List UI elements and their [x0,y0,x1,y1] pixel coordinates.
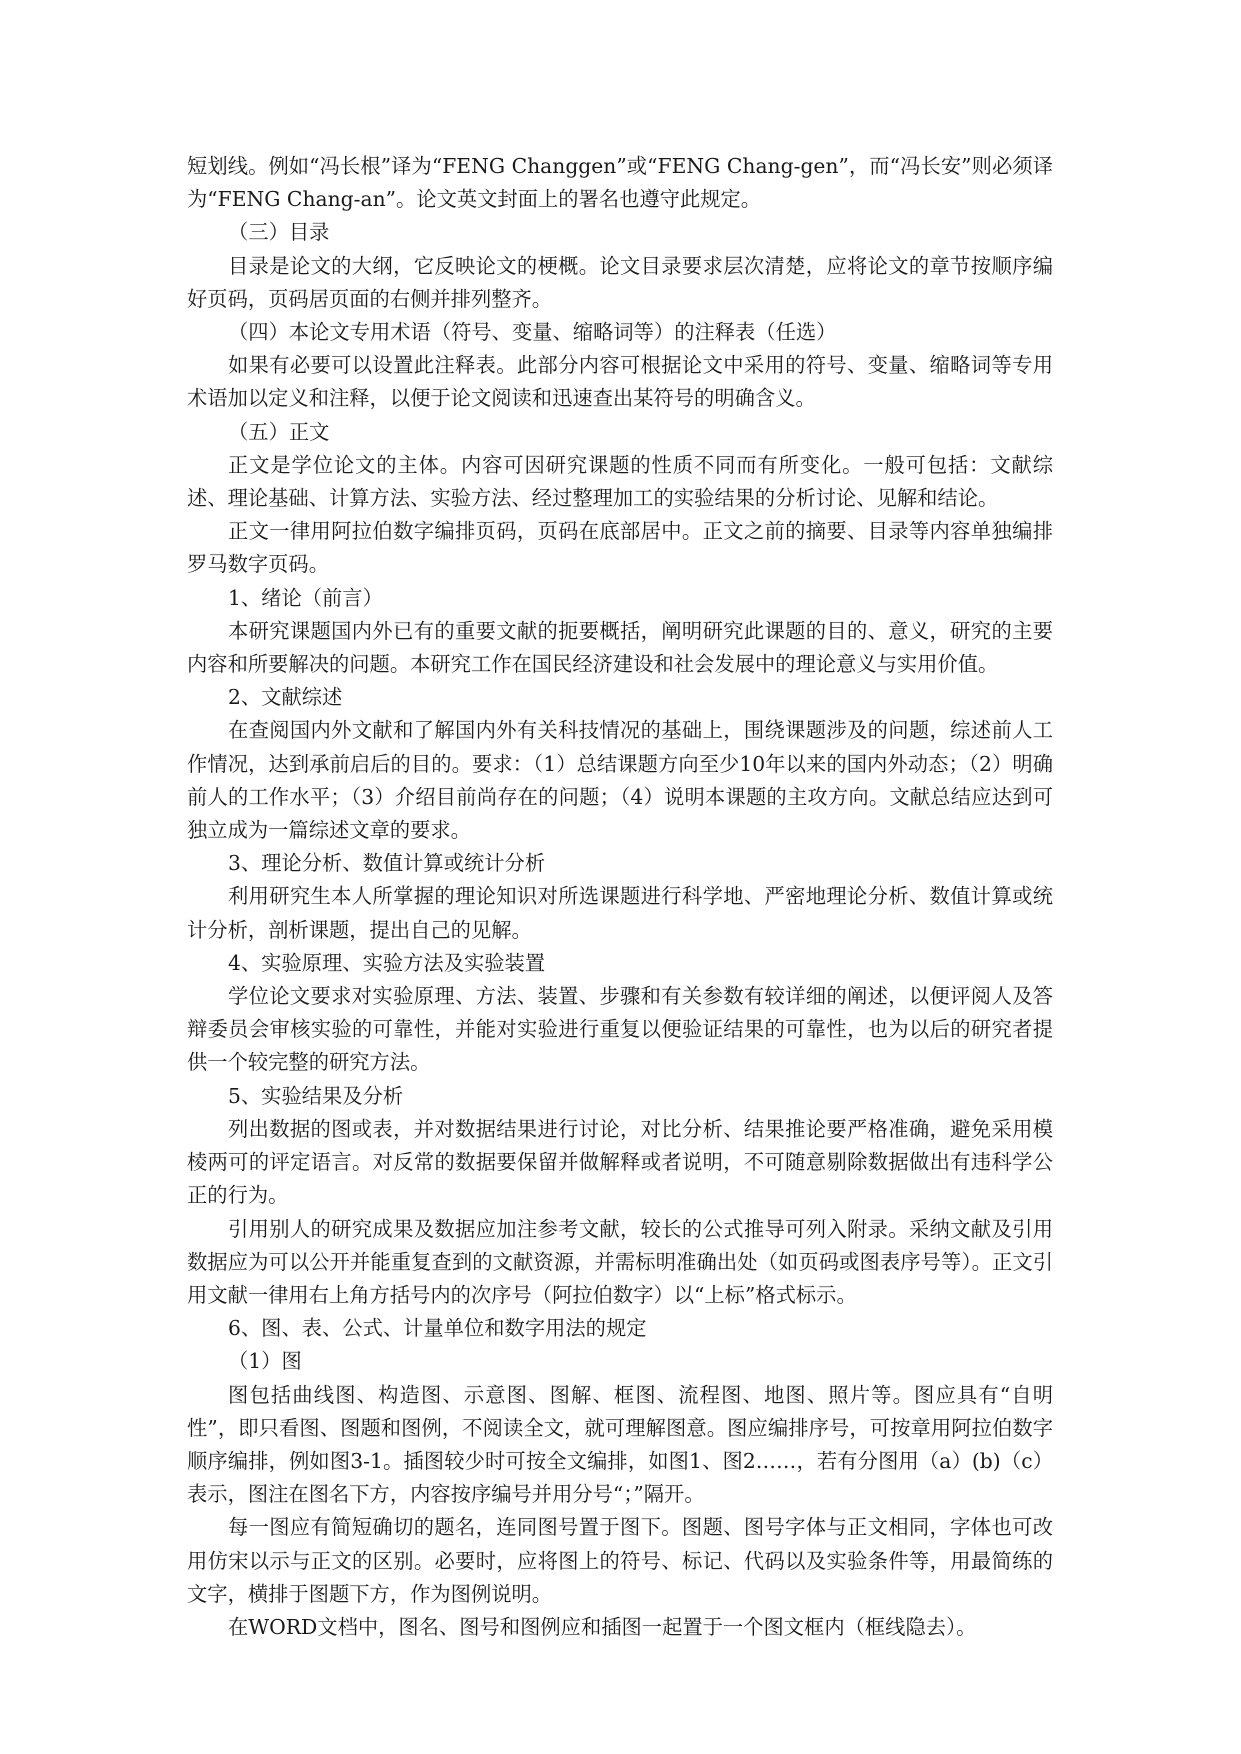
paragraph: 在查阅国内外文献和了解国内外有关科技情况的基础上，围绕课题涉及的问题，综述前人工作情况，达到承前启后的目的。要求：（1）总结课题方向至少10年以来的国内外动态；（2）明确前人的工作水平；（3）介绍目前尚存在的问题；（4）说明本课题的主攻方向。文献总结应达到可独立成为一篇综述文章的要求。 [187,718,1053,843]
paragraph: 引用别人的研究成果及数据应加注参考文献，较长的公式推导可列入附录。采纳文献及引用数据应为可以公开并能重复查到的文献资源，并需标明准确出处（如页码或图表序号等）。正文引用文献一律用右上角方括号内的次序号（阿拉伯数字）以“上标”格式标示。 [187,1216,1053,1307]
subsection-heading-literature-review: 2、文献综述 [228,685,343,710]
subsection-heading-theory: 3、理论分析、数值计算或统计分析 [228,851,546,876]
paragraph: 在WORD文档中，图名、图号和图例应和插图一起置于一个图文框内（框线隐去）。 [228,1614,977,1639]
paragraph: 正文一律用阿拉伯数字编排页码，页码在底部居中。正文之前的摘要、目录等内容单独编排罗马数字页码。 [187,519,1053,577]
paragraph: 正文是学位论文的主体。内容可因研究课题的性质不同而有所变化。一般可包括：文献综述、理论基础、计算方法、实验方法、经过整理加工的实验结果的分析讨论、见解和结论。 [187,452,1053,511]
subsection-heading-results: 5、实验结果及分析 [228,1083,404,1108]
paragraph: 目录是论文的大纲，它反映论文的梗概。论文目录要求层次清楚，应将论文的章节按顺序编好页码，页码居页面的右侧并排列整齐。 [187,253,1053,311]
paragraph: 列出数据的图或表，并对数据结果进行讨论，对比分析、结果推论要严格准确，避免采用模棱两可的评定语言。对反常的数据要保留并做解释或者说明，不可随意剔除数据做出有违科学公正的行为。 [187,1116,1053,1208]
section-heading-toc: （三）目录 [228,220,330,245]
subsection-heading-experiment: 4、实验原理、实验方法及实验装置 [228,950,546,975]
subsection-heading-introduction: 1、绪论（前言） [228,585,383,610]
section-heading-body: （五）正文 [228,419,330,444]
paragraph: 图包括曲线图、构造图、示意图、图解、框图、流程图、地图、照片等。图应具有“自明性”，即只看图、图题和图例，不阅读全文，就可理解图意。图应编排序号，可按章用阿拉伯数字顺序编排，例如图3-1。插图较少时可按全文编排，如图1、图2……，若有分图用（a）(b)（c）表示，图注在图名下方，内容按序编号并用分号“；”隔开。 [187,1382,1053,1507]
subsection-heading-figures-tables: 6、图、表、公式、计量单位和数字用法的规定 [228,1316,647,1341]
paragraph: 本研究课题国内外已有的重要文献的扼要概括，阐明研究此课题的目的、意义，研究的主要内容和所要解决的问题。本研究工作在国民经济建设和社会发展中的理论意义与实用价值。 [187,618,1053,677]
document-page [187,150,1053,1644]
paragraph: 每一图应有简短确切的题名，连同图号置于图下。图题、图号字体与正文相同，字体也可改用仿宋以示与正文的区别。必要时，应将图上的符号、标记、代码以及实验条件等，用最简练的文字，横排于图题下方，作为图例说明。 [187,1515,1053,1606]
section-heading-glossary: （四）本论文专用术语（符号、变量、缩略词等）的注释表（任选） [228,320,837,345]
subsection-heading-figures: （1）图 [228,1349,302,1374]
paragraph: 短划线。例如“冯长根”译为“FENG Changgen”或“FENG Chang-gen”，而“冯长安”则必须译为“FENG Chang-an”。论文英文封面上的署名也遵守此规定。 [187,154,1053,212]
paragraph: 利用研究生本人所掌握的理论知识对所选课题进行科学地、严密地理论分析、数值计算或统计分析，剖析课题，提出自己的见解。 [187,884,1053,942]
paragraph: 学位论文要求对实验原理、方法、装置、步骤和有关参数有较详细的阐述，以便评阅人及答辩委员会审核实验的可靠性，并能对实验进行重复以便验证结果的可靠性，也为以后的研究者提供一个较完整的研究方法。 [187,984,1053,1075]
paragraph: 如果有必要可以设置此注释表。此部分内容可根据论文中采用的符号、变量、缩略词等专用术语加以定义和注释，以便于论文阅读和迅速查出某符号的明确含义。 [187,353,1053,411]
